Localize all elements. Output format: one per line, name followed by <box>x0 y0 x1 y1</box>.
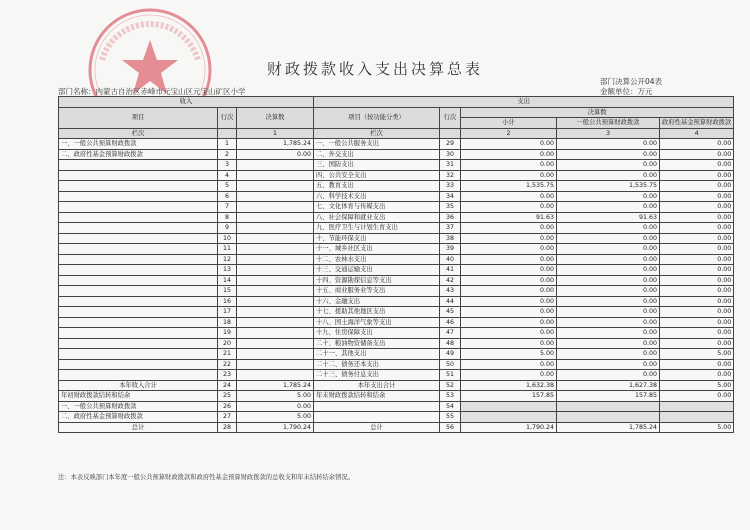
general-value: 0.00 <box>557 223 660 234</box>
row-number: 6 <box>218 191 237 202</box>
row-number: 28 <box>218 422 237 433</box>
row-number: 24 <box>218 380 237 391</box>
row-number: 56 <box>440 422 461 433</box>
fund-value: 0.00 <box>660 212 734 223</box>
income-item <box>59 191 218 202</box>
total-income-value: 1,785.24 <box>237 380 314 391</box>
row-number: 8 <box>218 212 237 223</box>
column-index-2: 2 <box>461 128 557 139</box>
table-row <box>59 349 734 360</box>
general-value: 0.00 <box>557 359 660 370</box>
carry-out-fund: 0.00 <box>660 391 734 402</box>
table-footnote: 注：本表反映部门本年度一般公共预算财政拨款和政府性基金预算财政拨款的总收支和年末结转结余情况。 <box>58 474 354 481</box>
income-item <box>59 244 218 255</box>
row-number: 15 <box>218 286 237 297</box>
grand-total-fund: 5.00 <box>660 422 734 433</box>
column-index-1: 1 <box>237 128 314 139</box>
row-number: 40 <box>440 254 461 265</box>
subtotal-value: 0.00 <box>461 149 557 160</box>
row-number: 46 <box>440 317 461 328</box>
general-value: 0.00 <box>557 170 660 181</box>
subtotal-value: 0.00 <box>461 328 557 339</box>
subtotal-value: 0.00 <box>461 286 557 297</box>
row-number: 39 <box>440 244 461 255</box>
general-value: 0.00 <box>557 338 660 349</box>
income-item <box>59 265 218 276</box>
table-row <box>59 160 734 171</box>
column-index-4: 4 <box>660 128 734 139</box>
expense-item: 九、医疗卫生与计划生育支出 <box>314 223 440 234</box>
income-item <box>59 223 218 234</box>
row-number: 53 <box>440 391 461 402</box>
income-item <box>59 296 218 307</box>
fund-value: 0.00 <box>660 317 734 328</box>
expense-item: 十九、住房保障支出 <box>314 328 440 339</box>
table-row <box>59 202 734 213</box>
subtotal-value: 0.00 <box>461 275 557 286</box>
subtotal-value: 0.00 <box>461 359 557 370</box>
fund-value: 0.00 <box>660 359 734 370</box>
expense-item: 十、节能环保支出 <box>314 233 440 244</box>
income-value <box>237 191 314 202</box>
general-value: 0.00 <box>557 254 660 265</box>
income-value <box>237 170 314 181</box>
fund-value: 0.00 <box>660 296 734 307</box>
general-budget-header: 一般公共预算财政拨款 <box>557 118 660 129</box>
general-value: 0.00 <box>557 139 660 150</box>
fund-value: 0.00 <box>660 286 734 297</box>
expense-item: 二十二、债务还本支出 <box>314 359 440 370</box>
row-number: 11 <box>218 244 237 255</box>
income-value <box>237 307 314 318</box>
form-number: 部门决算公开04表 <box>600 77 663 86</box>
row-number: 5 <box>218 181 237 192</box>
table-row <box>59 170 734 181</box>
subtotal-header: 小计 <box>461 118 557 129</box>
total-fund: 5.00 <box>660 380 734 391</box>
organization-name: 部门名称：内蒙古自治区赤峰市元宝山区元宝山矿区小学 <box>58 87 246 96</box>
table-row <box>59 275 734 286</box>
row-number: 13 <box>218 265 237 276</box>
fund-value: 0.00 <box>660 223 734 234</box>
column-index-3: 3 <box>557 128 660 139</box>
fund-value: 0.00 <box>660 170 734 181</box>
subtotal-value: 5.00 <box>461 349 557 360</box>
table-row <box>59 296 734 307</box>
expense-item: 七、文化体育与传媒支出 <box>314 202 440 213</box>
income-value <box>237 359 314 370</box>
row-number: 20 <box>218 338 237 349</box>
carry-out-general: 157.85 <box>557 391 660 402</box>
expense-item: 六、科学技术支出 <box>314 191 440 202</box>
column-index-label: 栏次 <box>314 128 440 139</box>
total-subtotal: 1,632.38 <box>461 380 557 391</box>
fund-value: 0.00 <box>660 338 734 349</box>
table-row <box>59 254 734 265</box>
subtotal-value: 0.00 <box>461 170 557 181</box>
income-value <box>237 181 314 192</box>
income-value <box>237 370 314 381</box>
table-row <box>59 244 734 255</box>
table-row <box>59 286 734 297</box>
expense-header: 支出 <box>314 97 734 108</box>
row-number: 2 <box>218 149 237 160</box>
fund-value: 0.00 <box>660 139 734 150</box>
income-value <box>237 286 314 297</box>
subtotal-value: 0.00 <box>461 160 557 171</box>
fund-value: 0.00 <box>660 265 734 276</box>
row-number: 48 <box>440 338 461 349</box>
table-row <box>59 328 734 339</box>
fund-value: 5.00 <box>660 349 734 360</box>
subtotal-value: 0.00 <box>461 191 557 202</box>
general-value: 0.00 <box>557 275 660 286</box>
income-item <box>59 359 218 370</box>
row-number: 37 <box>440 223 461 234</box>
row-number: 45 <box>440 307 461 318</box>
row-number: 22 <box>218 359 237 370</box>
grand-total-subtotal: 1,790.24 <box>461 422 557 433</box>
income-item: 一、一般公共预算财政拨款 <box>59 139 218 150</box>
row-number: 4 <box>218 170 237 181</box>
row-number: 38 <box>440 233 461 244</box>
row-number: 12 <box>218 254 237 265</box>
expense-item: 十二、农林水支出 <box>314 254 440 265</box>
income-value <box>237 254 314 265</box>
row-number: 55 <box>440 412 461 423</box>
row-number: 9 <box>218 223 237 234</box>
row-number: 50 <box>440 359 461 370</box>
general-value: 0.00 <box>557 191 660 202</box>
general-value: 0.00 <box>557 349 660 360</box>
column-index-label: 栏次 <box>59 128 218 139</box>
row-number: 35 <box>440 202 461 213</box>
income-item <box>59 338 218 349</box>
subtotal-value: 0.00 <box>461 233 557 244</box>
income-value <box>237 244 314 255</box>
row-number: 34 <box>440 191 461 202</box>
fund-value: 0.00 <box>660 275 734 286</box>
row-number: 17 <box>218 307 237 318</box>
report-title: 财政拨款收入支出决算总表 <box>266 60 483 78</box>
table-row <box>59 181 734 192</box>
income-item <box>59 160 218 171</box>
expense-item: 三、国防支出 <box>314 160 440 171</box>
general-value: 0.00 <box>557 160 660 171</box>
subtotal-value: 0.00 <box>461 317 557 328</box>
table-row <box>59 223 734 234</box>
fund-budget-header: 政府性基金预算财政拨款 <box>660 118 734 129</box>
table-row <box>59 233 734 244</box>
grand-total-expense-label: 总计 <box>314 422 440 433</box>
income-value <box>237 233 314 244</box>
row-number: 44 <box>440 296 461 307</box>
income-value: 1,785.24 <box>237 139 314 150</box>
expense-item: 十三、交通运输支出 <box>314 265 440 276</box>
general-value: 0.00 <box>557 233 660 244</box>
fund-value: 0.00 <box>660 328 734 339</box>
subtotal-value: 0.00 <box>461 202 557 213</box>
table-row <box>59 149 734 160</box>
income-item <box>59 212 218 223</box>
subtotal-value: 0.00 <box>461 296 557 307</box>
income-item: 二、政府性基金预算财政拨款 <box>59 149 218 160</box>
row-number: 10 <box>218 233 237 244</box>
income-header: 收入 <box>59 97 314 108</box>
subtotal-value: 0.00 <box>461 338 557 349</box>
row-number: 42 <box>440 275 461 286</box>
income-item <box>59 275 218 286</box>
income-value <box>237 265 314 276</box>
general-value: 0.00 <box>557 307 660 318</box>
row-number: 14 <box>218 275 237 286</box>
row-number: 25 <box>218 391 237 402</box>
fund-value: 0.00 <box>660 370 734 381</box>
carry-fund-value: 5.00 <box>237 412 314 423</box>
row-number: 30 <box>440 149 461 160</box>
carry-in-value: 5.00 <box>237 391 314 402</box>
row-number: 49 <box>440 349 461 360</box>
income-item <box>59 370 218 381</box>
income-row-header: 行次 <box>218 107 237 128</box>
row-number: 19 <box>218 328 237 339</box>
carry-out-subtotal: 157.85 <box>461 391 557 402</box>
income-value <box>237 338 314 349</box>
subtotal-value: 91.63 <box>461 212 557 223</box>
income-item <box>59 328 218 339</box>
subtotal-value: 0.00 <box>461 265 557 276</box>
fund-value: 0.00 <box>660 254 734 265</box>
expense-item: 十八、国土海洋气象等支出 <box>314 317 440 328</box>
income-item <box>59 233 218 244</box>
general-value: 0.00 <box>557 370 660 381</box>
income-value: 0.00 <box>237 149 314 160</box>
general-value: 0.00 <box>557 202 660 213</box>
subtotal-value: 0.00 <box>461 244 557 255</box>
row-number: 21 <box>218 349 237 360</box>
expense-item: 一、一般公共服务支出 <box>314 139 440 150</box>
row-number: 1 <box>218 139 237 150</box>
carry-fund-label: 二、政府性基金预算财政拨款 <box>59 412 218 423</box>
expense-item-header: 项目（按功能分类） <box>314 107 440 128</box>
income-value <box>237 328 314 339</box>
carry-in-label: 年初财政拨款结转和结余 <box>59 391 218 402</box>
row-number: 16 <box>218 296 237 307</box>
row-number: 32 <box>440 170 461 181</box>
table-row <box>59 338 734 349</box>
row-number: 3 <box>218 160 237 171</box>
final-header: 决算数 <box>461 107 734 118</box>
row-number: 47 <box>440 328 461 339</box>
row-number: 7 <box>218 202 237 213</box>
total-general: 1,627.38 <box>557 380 660 391</box>
subtotal-value: 1,535.75 <box>461 181 557 192</box>
fund-value: 0.00 <box>660 233 734 244</box>
income-value <box>237 160 314 171</box>
income-value <box>237 275 314 286</box>
income-value <box>237 317 314 328</box>
carry-general-label: 一、一般公共预算财政拨款 <box>59 401 218 412</box>
grand-total-label: 总计 <box>59 422 218 433</box>
grand-total-income: 1,790.24 <box>237 422 314 433</box>
row-number: 23 <box>218 370 237 381</box>
general-value: 0.00 <box>557 265 660 276</box>
row-number: 26 <box>218 401 237 412</box>
expense-item: 十四、资源勘探信息等支出 <box>314 275 440 286</box>
income-value <box>237 296 314 307</box>
subtotal-value: 0.00 <box>461 254 557 265</box>
expense-item: 二十一、其他支出 <box>314 349 440 360</box>
income-item <box>59 317 218 328</box>
fund-value: 0.00 <box>660 160 734 171</box>
fund-value: 0.00 <box>660 149 734 160</box>
row-number: 51 <box>440 370 461 381</box>
income-value <box>237 202 314 213</box>
row-number: 43 <box>440 286 461 297</box>
fund-value: 0.00 <box>660 191 734 202</box>
income-item <box>59 170 218 181</box>
general-value: 0.00 <box>557 286 660 297</box>
row-number: 33 <box>440 181 461 192</box>
general-value: 0.00 <box>557 296 660 307</box>
expense-item: 十六、金融支出 <box>314 296 440 307</box>
carry-out-label: 年末财政拨款结转和结余 <box>314 391 440 402</box>
expense-item: 二十三、债务付息支出 <box>314 370 440 381</box>
row-number: 52 <box>440 380 461 391</box>
income-item <box>59 202 218 213</box>
income-value <box>237 212 314 223</box>
expense-row-header: 行次 <box>440 107 461 128</box>
expense-item: 十五、商业服务业等支出 <box>314 286 440 297</box>
income-budget-header: 决算数 <box>237 107 314 128</box>
total-expense-label: 本年支出合计 <box>314 380 440 391</box>
table-row <box>59 370 734 381</box>
expense-item: 五、教育支出 <box>314 181 440 192</box>
grand-total-general: 1,785.24 <box>557 422 660 433</box>
income-item <box>59 181 218 192</box>
row-number: 54 <box>440 401 461 412</box>
income-item <box>59 349 218 360</box>
expense-item: 八、社会保障和就业支出 <box>314 212 440 223</box>
row-number: 36 <box>440 212 461 223</box>
table-row <box>59 191 734 202</box>
fund-value: 0.00 <box>660 244 734 255</box>
expense-item: 二十、粮油物资储备支出 <box>314 338 440 349</box>
subtotal-value: 0.00 <box>461 307 557 318</box>
carry-general-value: 0.00 <box>237 401 314 412</box>
table-row <box>59 212 734 223</box>
row-number: 31 <box>440 160 461 171</box>
row-number: 41 <box>440 265 461 276</box>
row-number: 29 <box>440 139 461 150</box>
income-item-header: 项目 <box>59 107 218 128</box>
table-row <box>59 265 734 276</box>
income-value <box>237 223 314 234</box>
general-value: 91.63 <box>557 212 660 223</box>
expense-item: 二、外交支出 <box>314 149 440 160</box>
row-number: 18 <box>218 317 237 328</box>
expense-item: 十七、援助其他地区支出 <box>314 307 440 318</box>
fund-value: 0.00 <box>660 202 734 213</box>
row-number: 27 <box>218 412 237 423</box>
general-value: 0.00 <box>557 149 660 160</box>
general-value: 0.00 <box>557 328 660 339</box>
table-row <box>59 307 734 318</box>
expense-item: 四、公共安全支出 <box>314 170 440 181</box>
general-value: 1,535.75 <box>557 181 660 192</box>
table-row <box>59 359 734 370</box>
general-value: 0.00 <box>557 317 660 328</box>
currency-unit: 金额单位：万元 <box>600 87 653 96</box>
subtotal-value: 0.00 <box>461 370 557 381</box>
income-item <box>59 254 218 265</box>
income-item <box>59 307 218 318</box>
table-row <box>59 317 734 328</box>
general-value: 0.00 <box>557 244 660 255</box>
subtotal-value: 0.00 <box>461 139 557 150</box>
finance-summary-table <box>58 96 734 433</box>
income-item <box>59 286 218 297</box>
table-row <box>59 139 734 150</box>
subtotal-value: 0.00 <box>461 223 557 234</box>
fund-value: 0.00 <box>660 307 734 318</box>
expense-item: 十一、城乡社区支出 <box>314 244 440 255</box>
fund-value: 0.00 <box>660 181 734 192</box>
income-value <box>237 349 314 360</box>
total-income-label: 本年收入合计 <box>59 380 218 391</box>
